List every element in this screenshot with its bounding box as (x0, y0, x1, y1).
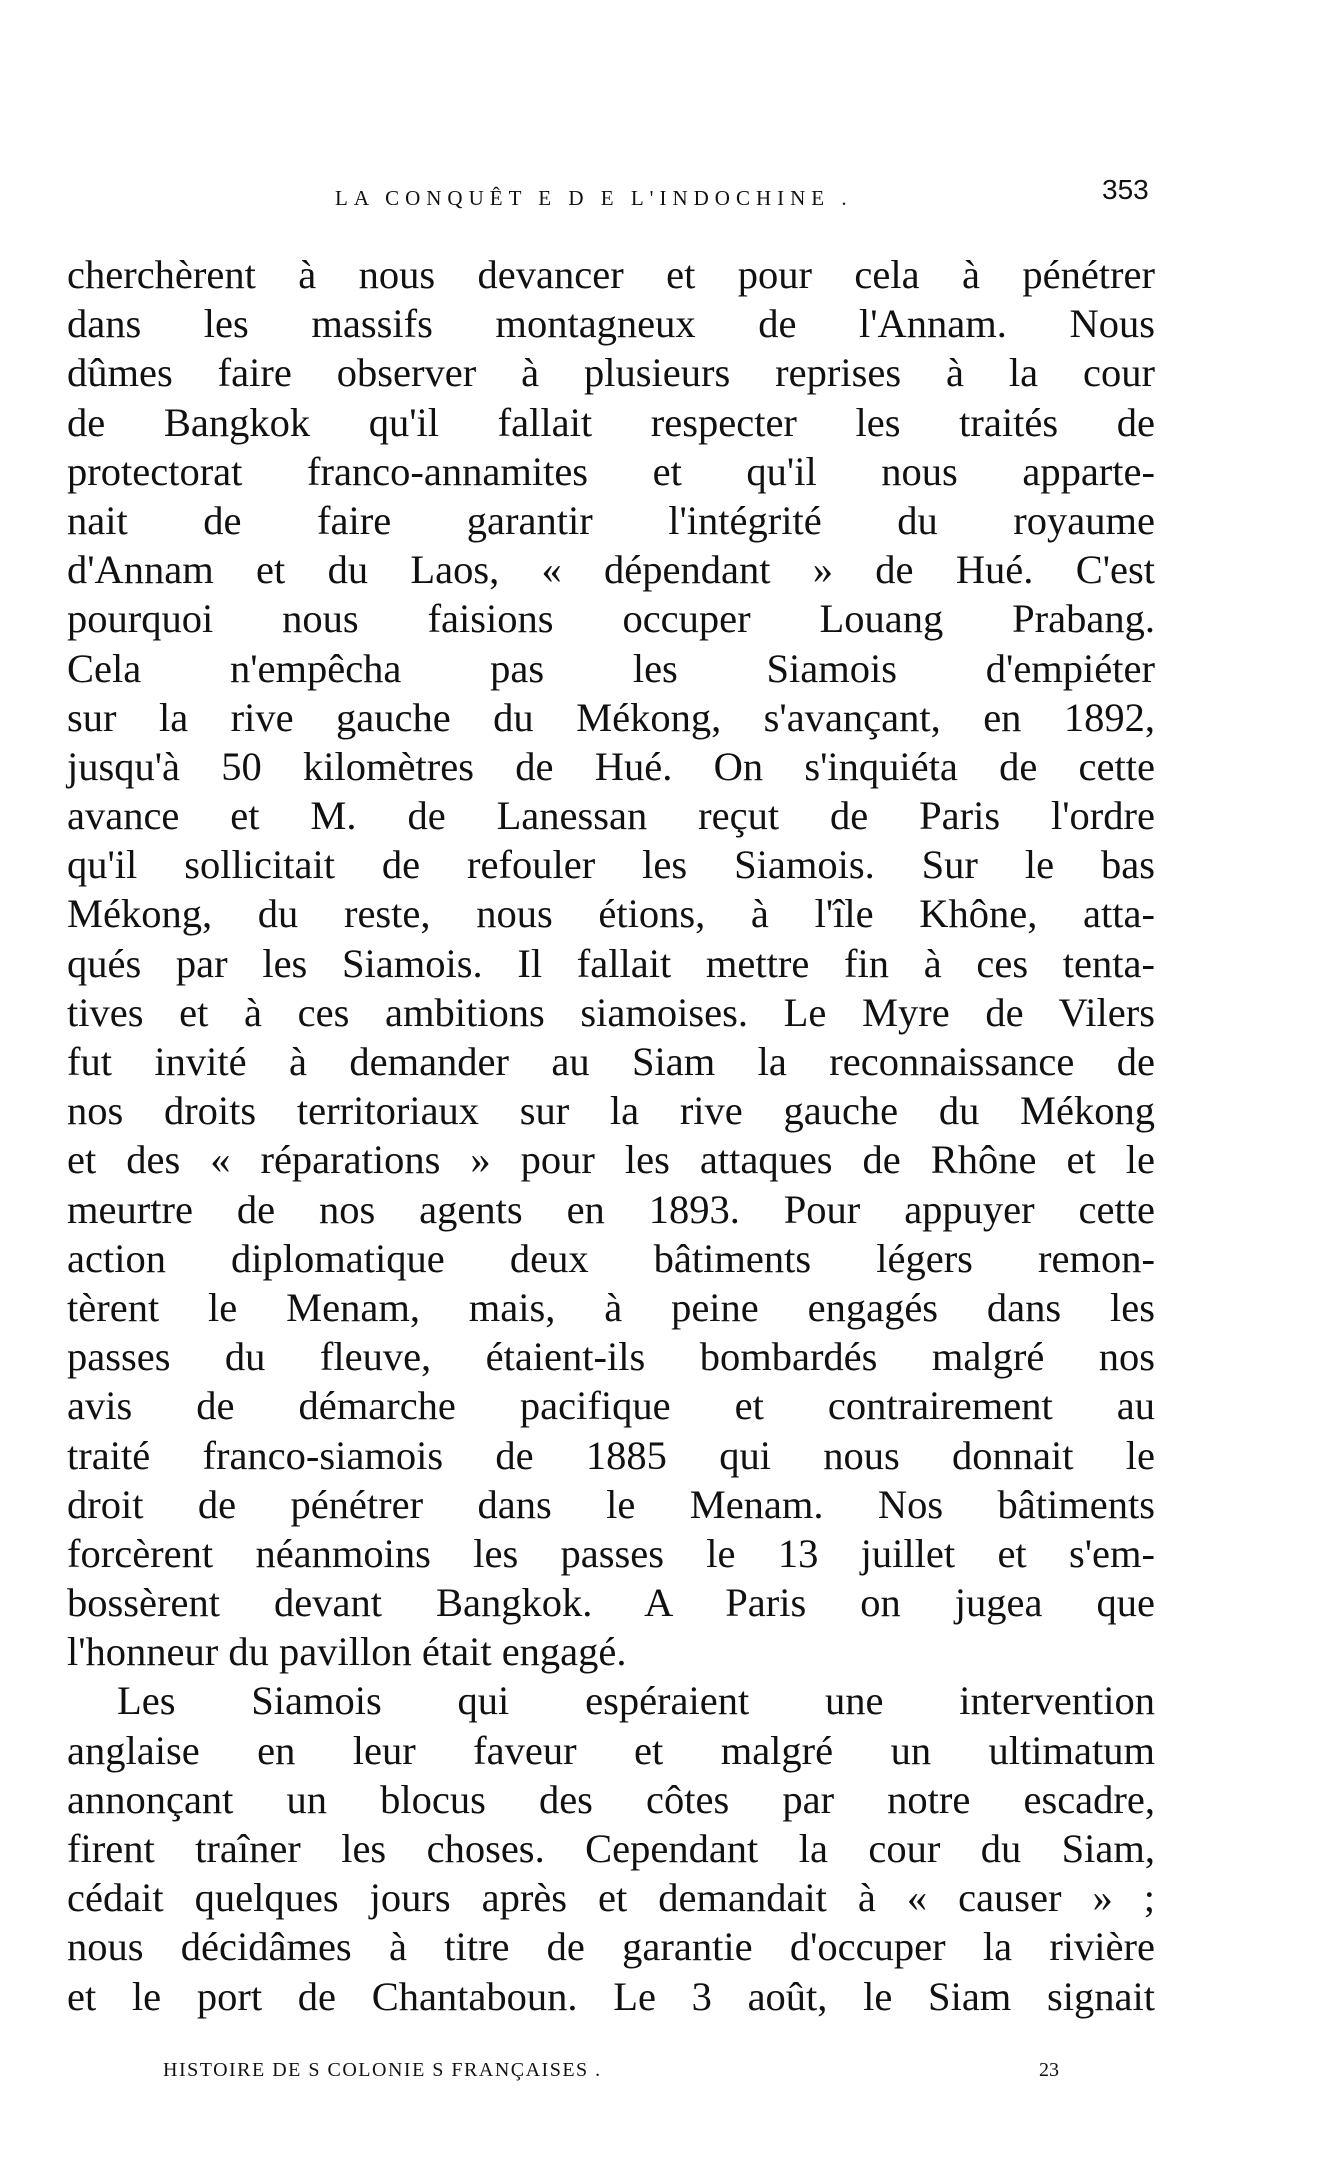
text-line: action diplomatique deux bâtiments légers remon- (67, 1235, 1155, 1281)
text-line: traité franco-siamois de 1885 qui nous donnait le (67, 1432, 1155, 1478)
text-line: cherchèrent à nous devancer et pour cela à pénétrer (67, 252, 1155, 297)
body-text (67, 250, 1155, 2021)
text-line: et le port de Chantaboun. Le 3 août, le Siam signait (67, 1973, 1155, 2019)
running-header-title: LA CONQUÊT E D E L'INDOCHINE . (335, 186, 853, 210)
text-line: cédait quelques jours après et demandait à « causer » ; (67, 1875, 1155, 1921)
text-line: avis de démarche pacifique et contrairement au (67, 1383, 1155, 1429)
text-line: protectorat franco-annamites et qu'il nous apparte- (67, 448, 1155, 494)
paragraph (67, 1676, 1155, 2020)
text-line: avance et M. de Lanessan reçut de Paris l'ordre (67, 793, 1155, 839)
text-line: dûmes faire observer à plusieurs reprises à la cour (67, 350, 1155, 396)
text-line: bossèrent devant Bangkok. A Paris on jugea que (67, 1580, 1155, 1626)
text-line: annonçant un blocus des côtes par notre escadre, (67, 1776, 1155, 1822)
text-line: meurtre de nos agents en 1893. Pour appuyer cette (67, 1186, 1155, 1232)
text-line: et des « réparations » pour les attaques de Rhône et le (67, 1137, 1155, 1183)
text-line: l'honneur du pavillon était engagé. (67, 1629, 627, 1675)
text-line: tèrent le Menam, mais, à peine engagés dans les (67, 1284, 1155, 1330)
text-line: Mékong, du reste, nous étions, à l'île Khône, atta- (67, 891, 1155, 937)
text-line: jusqu'à 50 kilomètres de Hué. On s'inquiéta de cette (67, 743, 1155, 789)
text-line: Les Siamois qui espéraient une intervention (117, 1678, 1155, 1724)
text-line: d'Annam et du Laos, « dépendant » de Hué. C'est (67, 547, 1155, 593)
page-number: 353 (1102, 174, 1149, 205)
paragraph (67, 250, 1155, 1676)
footer-signature-mark: 23 (1039, 2059, 1059, 2081)
text-line: firent traîner les choses. Cependant la cour du Siam, (67, 1826, 1155, 1871)
text-line: forcèrent néanmoins les passes le 13 juillet et s'em- (67, 1530, 1155, 1576)
text-line: qués par les Siamois. Il fallait mettre fin à ces tenta- (67, 940, 1155, 986)
footer-collection-title: HISTOIRE DE S COLONIE S FRANÇAISES . (163, 2059, 602, 2081)
text-line: de Bangkok qu'il fallait respecter les traités de (67, 399, 1155, 445)
text-line: pourquoi nous faisions occuper Louang Prabang. (67, 596, 1155, 642)
text-line: tives et à ces ambitions siamoises. Le Myre de Vilers (67, 989, 1155, 1035)
text-line: droit de pénétrer dans le Menam. Nos bâtiments (67, 1481, 1155, 1527)
text-line: qu'il sollicitait de refouler les Siamois. Sur le bas (67, 842, 1155, 888)
text-line: nait de faire garantir l'intégrité du royaume (67, 497, 1155, 543)
text-line: nos droits territoriaux sur la rive gauche du Mékong (67, 1088, 1155, 1134)
text-line: fut invité à demander au Siam la reconnaissance de (67, 1039, 1155, 1084)
text-line: Cela n'empêcha pas les Siamois d'empiéter (67, 645, 1155, 691)
text-line: anglaise en leur faveur et malgré un ultimatum (67, 1727, 1155, 1773)
text-line: dans les massifs montagneux de l'Annam. Nous (67, 301, 1155, 347)
text-line: sur la rive gauche du Mékong, s'avançant, en 1892, (67, 694, 1155, 740)
text-line: passes du fleuve, étaient-ils bombardés malgré nos (67, 1334, 1155, 1380)
text-line: nous décidâmes à titre de garantie d'occuper la rivière (67, 1924, 1155, 1970)
